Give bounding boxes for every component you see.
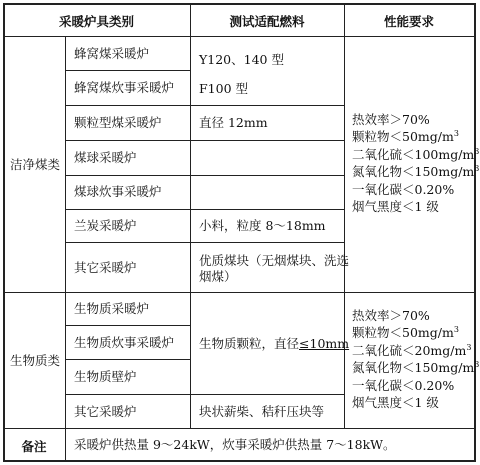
perf-line: 一氧化碳＜0.20% xyxy=(352,181,455,197)
perf-line xyxy=(352,324,479,341)
table-border-bottom xyxy=(3,460,476,462)
header-stove-category: 采暖炉具类别 xyxy=(58,14,134,29)
perf-line xyxy=(352,146,479,163)
item-label: 煤球采暖炉 xyxy=(74,150,137,165)
category-clean-coal: 洁净煤类 xyxy=(10,157,61,172)
performance-biomass xyxy=(352,307,479,411)
note-label: 备注 xyxy=(21,439,47,454)
note-divider xyxy=(3,428,476,429)
row-line xyxy=(65,105,344,106)
fuel-text: 生物质颗粒，直径 xyxy=(199,336,300,351)
perf-line: 烟气黑度＜1 级 xyxy=(352,395,439,411)
perf-sup: 3 xyxy=(466,342,472,352)
fuel-other-coal-line1: 优质煤块（无烟煤块、洗选 xyxy=(199,253,350,268)
item-label: 生物质采暖炉 xyxy=(74,301,150,316)
row-line xyxy=(65,70,190,71)
row-line xyxy=(65,209,344,210)
item-label: 蜂窝煤采暖炉 xyxy=(74,46,150,61)
item-label: 生物质炊事采暖炉 xyxy=(74,335,175,350)
item-label: 其它采暖炉 xyxy=(74,260,137,275)
perf-text: 氮氧化物＜150mg/m xyxy=(352,360,475,376)
fuel-honeycomb-models: Y120、140 型 xyxy=(199,52,284,67)
category-column-line xyxy=(65,36,66,428)
row-line xyxy=(65,242,344,243)
perf-line xyxy=(352,128,479,145)
fuel-column-line xyxy=(190,3,191,428)
row-line xyxy=(65,394,344,395)
note-column-line xyxy=(65,428,66,462)
row-line xyxy=(65,359,190,360)
item-label: 其它采暖炉 xyxy=(74,404,137,419)
item-label: 兰炭采暖炉 xyxy=(74,218,137,233)
item-label: 颗粒型煤采暖炉 xyxy=(74,115,162,130)
fuel-briquette: 直径 12mm xyxy=(199,115,268,130)
perf-sup: 3 xyxy=(453,129,459,139)
perf-text: 颗粒物＜50mg/m xyxy=(352,129,454,145)
item-label: 蜂窝煤炊事采暖炉 xyxy=(74,80,175,95)
table-border-top xyxy=(3,3,476,5)
fuel-honeycomb-model-f100: F100 型 xyxy=(199,81,249,96)
header-divider xyxy=(3,36,476,37)
perf-line xyxy=(352,163,479,180)
perf-sup: 3 xyxy=(453,325,459,335)
perf-text: 二氧化硫＜20mg/m xyxy=(352,342,467,358)
row-line xyxy=(65,325,190,326)
perf-text: 二氧化硫＜100mg/m xyxy=(352,146,475,162)
perf-text: 氮氧化物＜150mg/m xyxy=(352,164,475,180)
group-divider xyxy=(3,292,476,293)
perf-line: 烟气黑度＜1 级 xyxy=(352,199,439,215)
fuel-biomass-pellet xyxy=(199,336,349,351)
perf-sup: 3 xyxy=(474,360,480,370)
perf-sup: 3 xyxy=(474,146,480,156)
performance-clean-coal xyxy=(352,111,479,215)
header-test-fuel: 测试适配燃料 xyxy=(229,14,305,29)
category-biomass: 生物质类 xyxy=(10,353,61,368)
item-label: 生物质壁炉 xyxy=(74,369,137,384)
row-line xyxy=(65,140,344,141)
perf-text: 颗粒物＜50mg/m xyxy=(352,325,454,341)
fuel-other-coal-line2: 烟煤） xyxy=(199,269,237,284)
header-performance: 性能要求 xyxy=(383,14,434,29)
standards-table xyxy=(3,3,480,462)
table-border-left xyxy=(3,3,5,462)
note-text: 采暖炉供热量 9～24kW，炊事采暖炉供热量 7～18kW。 xyxy=(74,437,396,452)
fuel-text-underlined: ≤10mm xyxy=(299,336,350,351)
performance-column-line xyxy=(344,3,345,428)
fuel-biomass-other: 块状薪柴、秸秆压块等 xyxy=(199,404,325,419)
perf-line xyxy=(352,359,479,376)
row-line xyxy=(65,175,344,176)
perf-line xyxy=(352,342,479,359)
perf-line: 热效率＞70% xyxy=(352,112,430,127)
item-label: 煤球炊事采暖炉 xyxy=(74,184,162,199)
perf-line: 一氧化碳＜0.20% xyxy=(352,377,455,393)
perf-line: 热效率＞70% xyxy=(352,308,430,323)
fuel-semicoke: 小料，粒度 8～18mm xyxy=(199,218,326,233)
perf-sup: 3 xyxy=(474,164,480,174)
